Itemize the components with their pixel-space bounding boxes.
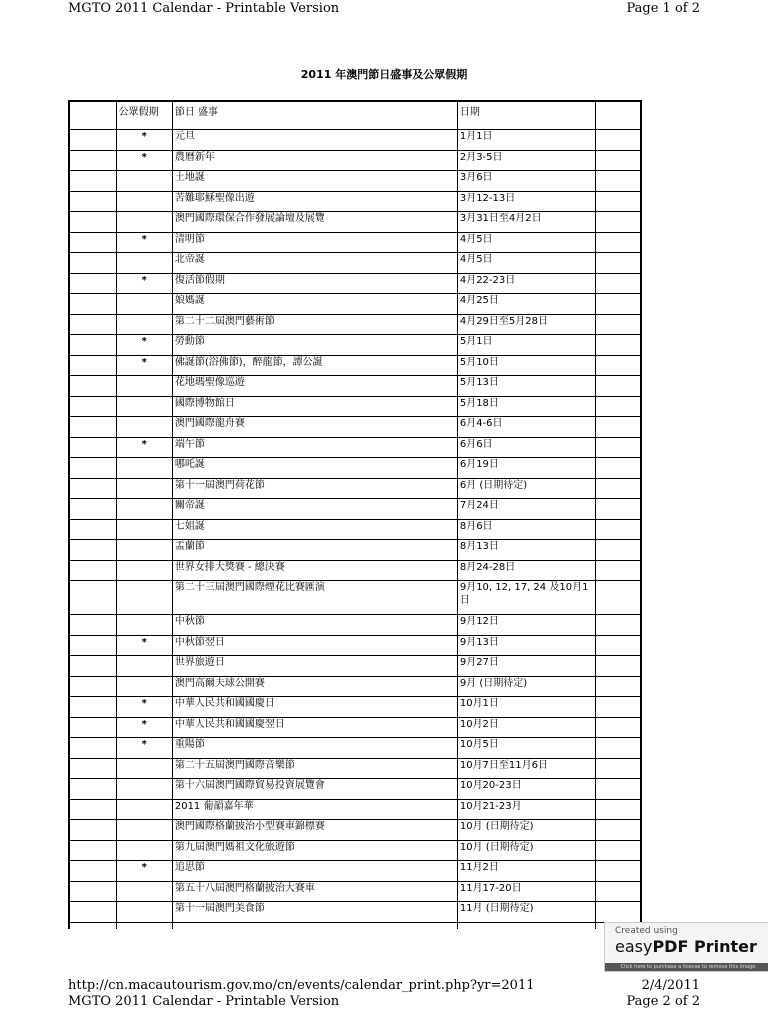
table-cell-blank [596, 335, 641, 356]
column-header-event: 節日 盛事 [172, 101, 457, 130]
table-cell-blank [596, 232, 641, 253]
table-cell-blank [596, 171, 641, 192]
event-name: 佛誕節(浴佛節)，醉龍節，譚公誕 [172, 355, 457, 376]
table-cell-blank [69, 840, 116, 861]
holiday-marker: * [116, 738, 172, 759]
event-date: 5月18日 [457, 396, 595, 417]
table-row [69, 799, 641, 820]
event-name: 哪吒誕 [172, 458, 457, 479]
table-cell-blank [69, 417, 116, 438]
table-cell-blank [69, 191, 116, 212]
holiday-marker: * [116, 437, 172, 458]
holiday-marker [116, 779, 172, 800]
table-cell-blank [596, 294, 641, 315]
table-cell-blank [596, 697, 641, 718]
event-date: 10月 (日期待定) [457, 840, 595, 861]
event-name: 中秋節翌日 [172, 635, 457, 656]
table-row [69, 294, 641, 315]
print-header-page-number: Page 1 of 2 [626, 1, 700, 16]
table-cell-blank [596, 273, 641, 294]
event-date: 10月20-23日 [457, 779, 595, 800]
holiday-marker [116, 799, 172, 820]
holiday-marker [116, 212, 172, 233]
table-cell-blank [172, 922, 457, 929]
table-cell-blank [69, 171, 116, 192]
table-cell-blank [69, 355, 116, 376]
table-cell-blank [596, 820, 641, 841]
table-row [69, 417, 641, 438]
event-name: 農曆新年 [172, 150, 457, 171]
event-date: 8月13日 [457, 540, 595, 561]
table-cell-blank [69, 581, 116, 615]
table-cell-blank [69, 273, 116, 294]
table-cell-blank [596, 840, 641, 861]
table-cell-blank [596, 560, 641, 581]
event-date: 3月12-13日 [457, 191, 595, 212]
event-name: 元旦 [172, 130, 457, 151]
table-row [69, 232, 641, 253]
holiday-marker: * [116, 635, 172, 656]
holiday-marker [116, 540, 172, 561]
event-date: 4月5日 [457, 253, 595, 274]
event-name: 勞動節 [172, 335, 457, 356]
table-cell-blank [596, 376, 641, 397]
table-cell-blank [596, 758, 641, 779]
holiday-marker: * [116, 335, 172, 356]
event-name: 第十一屆澳門美食節 [172, 902, 457, 923]
table-cell-blank [596, 478, 641, 499]
table-cell-blank [596, 615, 641, 636]
table-cell-blank [69, 150, 116, 171]
holiday-marker [116, 560, 172, 581]
table-row [69, 191, 641, 212]
table-cell-blank [69, 615, 116, 636]
table-cell-blank [69, 396, 116, 417]
event-date: 2月3-5日 [457, 150, 595, 171]
holiday-marker [116, 191, 172, 212]
event-name: 重陽節 [172, 738, 457, 759]
table-row [69, 615, 641, 636]
event-date: 4月25日 [457, 294, 595, 315]
holiday-marker [116, 417, 172, 438]
table-cell-blank [69, 799, 116, 820]
table-row [69, 581, 641, 615]
event-date: 4月22-23日 [457, 273, 595, 294]
table-cell-blank [69, 738, 116, 759]
table-row [69, 499, 641, 520]
table-cell-blank [596, 656, 641, 677]
event-name: 復活節假期 [172, 273, 457, 294]
event-name: 清明節 [172, 232, 457, 253]
table-cell-blank [596, 355, 641, 376]
table-cell-blank [69, 499, 116, 520]
calendar-table-body [69, 101, 641, 929]
event-name: 娘媽誕 [172, 294, 457, 315]
table-row [69, 335, 641, 356]
holiday-marker [116, 881, 172, 902]
badge-created-text: Created using [615, 926, 678, 936]
table-cell-blank [69, 335, 116, 356]
document-title: 2011 年澳門節日盛事及公眾假期 [300, 68, 468, 81]
table-row [69, 253, 641, 274]
table-cell-blank [596, 540, 641, 561]
event-name: 中秋節 [172, 615, 457, 636]
table-row [69, 355, 641, 376]
badge-product-bold: PDF Printer [652, 937, 757, 956]
holiday-marker [116, 458, 172, 479]
event-name: 澳門高爾夫球公開賽 [172, 676, 457, 697]
event-date: 10月 (日期待定) [457, 820, 595, 841]
table-cell-blank [69, 881, 116, 902]
table-cell-blank [596, 861, 641, 882]
event-date: 9月12日 [457, 615, 595, 636]
table-cell-blank [69, 560, 116, 581]
table-row [69, 396, 641, 417]
table-cell-blank [69, 212, 116, 233]
event-name: 關帝誕 [172, 499, 457, 520]
holiday-marker: * [116, 150, 172, 171]
table-row [69, 656, 641, 677]
event-name: 中華人民共和國國慶日 [172, 697, 457, 718]
table-cell-blank [69, 656, 116, 677]
table-cell-blank [69, 437, 116, 458]
table-cell-blank [596, 101, 641, 130]
table-cell-blank [596, 150, 641, 171]
event-date: 9月10, 12, 17, 24 及10月1日 [457, 581, 595, 615]
table-cell-blank [69, 458, 116, 479]
event-name: 第十一屆澳門荷花節 [172, 478, 457, 499]
table-cell-blank [596, 499, 641, 520]
holiday-marker [116, 656, 172, 677]
event-date: 10月2日 [457, 717, 595, 738]
table-cell-blank [596, 437, 641, 458]
event-name: 第十六屆澳門國際貿易投資展覽會 [172, 779, 457, 800]
table-cell-blank [596, 130, 641, 151]
event-date: 9月27日 [457, 656, 595, 677]
event-date: 5月13日 [457, 376, 595, 397]
event-name: 第二十三屆澳門國際煙花比賽匯演 [172, 581, 457, 615]
table-header-row [69, 101, 641, 130]
print-footer-date: 2/4/2011 [641, 978, 700, 993]
holiday-marker: * [116, 232, 172, 253]
table-cell-blank [69, 676, 116, 697]
event-name: 盂蘭節 [172, 540, 457, 561]
table-row [69, 840, 641, 861]
table-row [69, 150, 641, 171]
table-cell-blank [596, 799, 641, 820]
holiday-marker [116, 253, 172, 274]
holiday-marker [116, 294, 172, 315]
table-cell-blank [69, 101, 116, 130]
event-date: 8月24-28日 [457, 560, 595, 581]
table-row [69, 314, 641, 335]
holiday-marker [116, 499, 172, 520]
event-date: 3月31日至4月2日 [457, 212, 595, 233]
table-row [69, 758, 641, 779]
badge-purchase-link[interactable]: Click here to purchase a license to remove this image [605, 963, 768, 971]
event-date: 1月1日 [457, 130, 595, 151]
table-cell-blank [596, 717, 641, 738]
event-date: 6月19日 [457, 458, 595, 479]
event-name: 第五十八屆澳門格蘭披治大賽車 [172, 881, 457, 902]
table-cell-blank [69, 861, 116, 882]
event-name: 2011 葡韻嘉年華 [172, 799, 457, 820]
event-date: 10月21-23月 [457, 799, 595, 820]
holiday-marker [116, 519, 172, 540]
holiday-marker: * [116, 697, 172, 718]
table-cell-blank [596, 902, 641, 923]
table-row [69, 697, 641, 718]
event-name: 北帝誕 [172, 253, 457, 274]
holiday-marker: * [116, 355, 172, 376]
holiday-marker [116, 902, 172, 923]
table-row [69, 861, 641, 882]
print-footer-url: http://cn.macautourism.gov.mo/cn/events/calendar_print.php?yr=2011 [68, 978, 535, 993]
event-date: 3月6日 [457, 171, 595, 192]
table-row [69, 820, 641, 841]
event-name: 中華人民共和國國慶翌日 [172, 717, 457, 738]
table-cell-blank [596, 417, 641, 438]
table-cell-blank [69, 376, 116, 397]
table-row [69, 478, 641, 499]
table-cell-blank [69, 758, 116, 779]
table-cell-blank [596, 212, 641, 233]
event-date: 6月4-6日 [457, 417, 595, 438]
badge-product-prefix: easy [615, 937, 653, 956]
column-header-holiday: 公眾假期 [116, 101, 172, 130]
table-cell-blank [69, 232, 116, 253]
event-name: 追思節 [172, 861, 457, 882]
event-date: 9月13日 [457, 635, 595, 656]
table-cell-blank [596, 738, 641, 759]
holiday-marker [116, 396, 172, 417]
holiday-marker: * [116, 717, 172, 738]
table-cell-blank [69, 922, 116, 929]
table-cell-blank [69, 314, 116, 335]
event-date: 10月1日 [457, 697, 595, 718]
table-cell-blank [69, 635, 116, 656]
event-name: 澳門國際環保合作發展論壇及展覽 [172, 212, 457, 233]
easypdf-printer-badge[interactable] [604, 922, 768, 972]
event-name: 澳門國際龍舟賽 [172, 417, 457, 438]
holiday-marker [116, 840, 172, 861]
badge-product-name [615, 937, 757, 956]
table-row [69, 171, 641, 192]
holiday-marker [116, 314, 172, 335]
event-date: 4月5日 [457, 232, 595, 253]
table-cell-blank [69, 294, 116, 315]
print-footer-title: MGTO 2011 Calendar - Printable Version [68, 994, 340, 1009]
table-cell-blank [69, 717, 116, 738]
table-row [69, 130, 641, 151]
table-cell-blank [69, 820, 116, 841]
holiday-marker: * [116, 130, 172, 151]
holiday-marker [116, 615, 172, 636]
table-row [69, 560, 641, 581]
table-row [69, 376, 641, 397]
event-date: 11月17-20日 [457, 881, 595, 902]
event-date: 8月6日 [457, 519, 595, 540]
event-date: 4月29日至5月28日 [457, 314, 595, 335]
table-cell-blank [116, 922, 172, 929]
holiday-marker [116, 478, 172, 499]
table-cell-blank [596, 779, 641, 800]
table-row [69, 273, 641, 294]
table-row [69, 779, 641, 800]
table-cell-blank [596, 396, 641, 417]
table-cell-blank [596, 191, 641, 212]
holiday-marker: * [116, 861, 172, 882]
table-row [69, 458, 641, 479]
calendar-table [68, 100, 642, 929]
print-header-title: MGTO 2011 Calendar - Printable Version [68, 1, 340, 16]
table-row-continued [69, 922, 641, 929]
event-date: 5月1日 [457, 335, 595, 356]
table-row [69, 738, 641, 759]
table-row [69, 437, 641, 458]
event-date: 11月2日 [457, 861, 595, 882]
table-cell-blank [596, 519, 641, 540]
table-cell-blank [69, 540, 116, 561]
table-cell-blank [69, 519, 116, 540]
table-row [69, 676, 641, 697]
table-row [69, 717, 641, 738]
holiday-marker: * [116, 273, 172, 294]
event-date: 5月10日 [457, 355, 595, 376]
event-date: 9月 (日期待定) [457, 676, 595, 697]
column-header-date: 日期 [457, 101, 595, 130]
table-cell-blank [596, 253, 641, 274]
event-date: 11月 (日期待定) [457, 902, 595, 923]
event-name: 土地誕 [172, 171, 457, 192]
event-date: 10月7日至11月6日 [457, 758, 595, 779]
table-row [69, 540, 641, 561]
table-cell-blank [596, 581, 641, 615]
event-name: 七姐誕 [172, 519, 457, 540]
table-cell-blank [69, 253, 116, 274]
table-cell-blank [69, 697, 116, 718]
holiday-marker [116, 758, 172, 779]
table-row [69, 519, 641, 540]
table-cell-blank [69, 902, 116, 923]
event-name: 世界旅遊日 [172, 656, 457, 677]
holiday-marker [116, 820, 172, 841]
event-date: 6月6日 [457, 437, 595, 458]
event-name: 澳門國際格蘭披治小型賽車錦標賽 [172, 820, 457, 841]
table-cell-blank [596, 881, 641, 902]
table-cell-blank [596, 635, 641, 656]
table-cell-blank [457, 922, 595, 929]
holiday-marker [116, 376, 172, 397]
table-cell-blank [69, 478, 116, 499]
print-footer-page-number: Page 2 of 2 [626, 994, 700, 1009]
table-row [69, 902, 641, 923]
event-name: 花地瑪聖像巡遊 [172, 376, 457, 397]
holiday-marker [116, 676, 172, 697]
table-cell-blank [596, 458, 641, 479]
event-date: 7月24日 [457, 499, 595, 520]
event-date: 10月5日 [457, 738, 595, 759]
table-cell-blank [69, 130, 116, 151]
event-name: 第二十五屆澳門國際音樂節 [172, 758, 457, 779]
event-name: 苦難耶穌聖像出遊 [172, 191, 457, 212]
event-name: 第九屆澳門媽祖文化旅遊節 [172, 840, 457, 861]
table-row [69, 881, 641, 902]
table-cell-blank [596, 676, 641, 697]
table-cell-blank [596, 314, 641, 335]
table-row [69, 212, 641, 233]
table-row [69, 635, 641, 656]
event-name: 世界女排大獎賽 - 總決賽 [172, 560, 457, 581]
event-name: 第二十二屆澳門藝術節 [172, 314, 457, 335]
event-name: 國際博物館日 [172, 396, 457, 417]
table-cell-blank [69, 779, 116, 800]
event-date: 6月 (日期待定) [457, 478, 595, 499]
event-name: 端午節 [172, 437, 457, 458]
holiday-marker [116, 581, 172, 615]
holiday-marker [116, 171, 172, 192]
